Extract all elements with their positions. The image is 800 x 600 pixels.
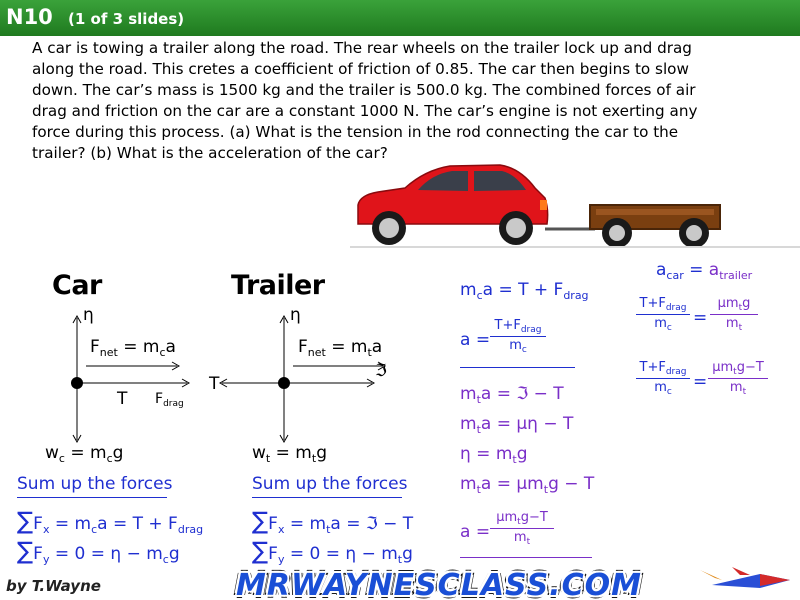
car-sum-x: $\sum F_x = m_ca = T + F_{drag}$ [17, 507, 204, 536]
right-car-fraction-1: $T+F_{drag}$ $m_c$ [636, 296, 690, 333]
trailer-sum-y: $\sum F_y = 0 = \eta - m_tg$ [252, 537, 413, 566]
right-trailer-fraction-1: $\mu m_tg$ $m_t$ [710, 296, 758, 333]
car-accel-lhs: a = [460, 330, 491, 350]
trailer-normal-equation: $\eta = m_tg$ [460, 444, 528, 466]
equal-accel-equation: $a_{car} = a_{trailer}$ [656, 260, 753, 282]
slide-counter: (1 of 3 slides) [68, 10, 185, 28]
car-fnet-equation: $F_{net} = m_ca$ [90, 337, 176, 359]
trailer-heading: Trailer [231, 270, 325, 301]
author-credit: by T.Wayne [6, 577, 101, 595]
trailer-fbd-diagram [220, 316, 385, 442]
trailer-normal-label: η [290, 305, 301, 325]
trailer-full-equation: $m_ta = \mu m_tg - T$ [460, 474, 595, 496]
trailer-force-equation: $m_ta$ = ℑ − T [460, 384, 564, 406]
car-fbd-diagram [71, 316, 189, 442]
car-sum-underline [17, 497, 167, 498]
right-trailer-fraction-2: $\mu m_tg-T$ $m_t$ [708, 360, 768, 397]
trailer-friction-sub: $m_ta = \mu\eta - T$ [460, 414, 574, 436]
car-normal-label: η [83, 305, 94, 325]
website-logo-text: MRWAYNESCLASS.COM [236, 568, 642, 600]
trailer-sum-x: $\sum F_x = m_ta$ = ℑ − T [252, 507, 414, 536]
trailer-accel-lhs: a = [460, 522, 491, 542]
road-line [350, 246, 800, 248]
trailer-illustration [590, 205, 720, 248]
car-sum-heading: Sum up the forces [17, 474, 173, 494]
trailer-divider [460, 557, 592, 558]
trailer-friction-label: ℑ [375, 361, 387, 381]
car-sum-y: $\sum F_y = 0 = \eta - m_cg$ [17, 537, 180, 566]
trailer-sum-underline [252, 497, 402, 498]
slide-number: N10 [6, 5, 53, 29]
trailer-tension-label: T [209, 374, 220, 394]
trailer-weight-equation: $w_t = m_tg$ [252, 443, 327, 465]
car-weight-equation: $w_c = m_cg$ [45, 443, 124, 465]
car-force-equation: $m_ca = T + F_{drag}$ [460, 280, 589, 302]
problem-statement: A car is towing a trailer along the road. The rear wheels on the trailer lock up and drag along the road. This cretes a coefficient of friction of 0.85. The car then begins to slow down. The car’s mass is 1500 kg and the trailer is 500.0 kg. The combined forces of air drag and friction on the car are a constant 1000 N. The car’s engine is not exerting any force during this process. (a) What is the tension in the rod connecting the car to the trailer? (b) What is the acceleration of the car? [32, 39, 698, 162]
car-drag-label: $F_{drag}$ [155, 391, 184, 409]
trailer-sum-heading: Sum up the forces [252, 474, 408, 494]
right-car-fraction-2: $T+F_{drag}$ $m_c$ [636, 360, 690, 397]
car-accel-fraction: $T+F_{drag}$ $m_c$ [490, 318, 546, 355]
car-heading: Car [52, 270, 102, 301]
trailer-fnet-equation: $F_{net} = m_ta$ [298, 337, 383, 359]
equals-sign-1: = [693, 308, 708, 328]
car-divider [460, 367, 575, 368]
trailer-accel-fraction: $\mu m_tg-T$ $m_t$ [490, 510, 554, 547]
equals-sign-2: = [693, 372, 708, 392]
car-illustration [358, 165, 548, 245]
car-tension-label: T [117, 389, 128, 409]
rocket-logo [700, 567, 790, 588]
